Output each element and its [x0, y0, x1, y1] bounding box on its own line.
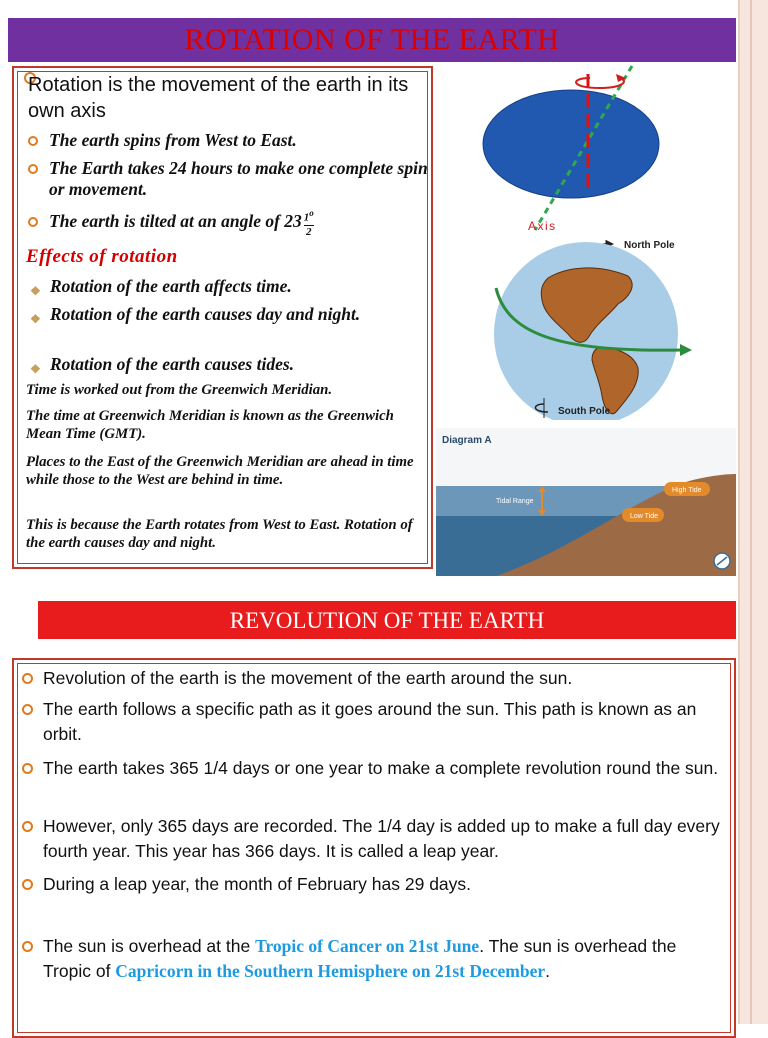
globe-figure — [488, 238, 698, 420]
rotation-paragraph: Time is worked out from the Greenwich Meridian. — [26, 382, 333, 398]
tilt-degree: o — [309, 208, 314, 218]
revolution-bullet — [22, 756, 722, 781]
revolution-bullet-text: During a leap year, the month of February has 29 days. — [43, 874, 472, 894]
revolution-title: REVOLUTION OF THE EARTH — [229, 608, 545, 633]
diamond-bullet-icon: ❖ — [30, 362, 41, 376]
circle-bullet-icon — [22, 941, 33, 952]
effect-text: Rotation of the earth causes day and night. — [50, 304, 361, 324]
decorative-side-strip — [738, 0, 768, 1024]
rotation-header — [8, 18, 736, 62]
revolution-bullet-text: The earth takes 365 1/4 days or one year to make a complete revolution round the sun. — [43, 758, 719, 778]
revolution-bullet-text: Revolution of the earth is the movement of the earth around the sun. — [43, 668, 573, 688]
effect-text: Rotation of the earth causes tides. — [50, 354, 295, 374]
effect-text: Rotation of the earth affects time. — [50, 276, 292, 296]
side-strip-line — [750, 0, 752, 1024]
revolution-bullet-text: However, only 365 days are recorded. The 1/4 day is added up to make a full day every fourth year. This year has 366 days. It is called a leap year. — [43, 816, 720, 861]
high-tide-label: High Tide — [672, 487, 702, 494]
sun-text-1: The sun is overhead at the — [43, 936, 256, 956]
south-pole-label: South Pole — [558, 406, 611, 417]
circle-bullet-icon — [22, 673, 33, 684]
diamond-bullet-icon: ❖ — [30, 284, 41, 298]
north-pole-label: North Pole — [624, 240, 675, 251]
rotation-paragraph: The time at Greenwich Meridian is known as the Greenwich Mean Time (GMT). — [26, 408, 394, 442]
rotation-bullet — [28, 158, 428, 200]
rotation-bullet-text: The earth spins from West to East. — [49, 130, 297, 150]
rotation-paragraph: This is because the Earth rotates from West to East. Rotation of the earth causes day and night. — [26, 517, 413, 551]
circle-bullet-icon — [28, 164, 38, 174]
rotation-bullet-text: The Earth takes 24 hours to make one complete spin or movement. — [49, 158, 428, 199]
earth-axis-figure — [470, 64, 690, 234]
circle-bullet-icon — [22, 704, 33, 715]
diagram-title: Diagram A — [442, 435, 492, 446]
tilt-fraction-denominator: 2 — [306, 225, 312, 238]
earth-ellipse — [483, 90, 659, 198]
tilt-fraction — [304, 208, 314, 238]
effect-item — [28, 276, 428, 297]
tilt-text: The earth is tilted at an angle of 23 — [49, 210, 302, 231]
effect-item — [28, 304, 428, 325]
revolution-header — [38, 601, 736, 639]
tilt-fraction-numerator: 1$^o$ — [303, 208, 314, 224]
equator-arrowhead-icon — [680, 344, 692, 356]
tropic-cancer-highlight: Tropic of Cancer on 21st June — [255, 936, 480, 956]
diamond-bullet-icon: ❖ — [30, 312, 41, 326]
revolution-bullet-sun — [22, 934, 722, 984]
tide-diagram — [436, 428, 736, 576]
revolution-bullet — [22, 666, 722, 691]
revolution-bullet-text: The earth follows a specific path as it goes around the sun. This path is known as an orbit. — [43, 699, 697, 744]
rotation-bullet-tilt — [28, 208, 428, 238]
rotation-arrow-icon — [576, 78, 624, 88]
rotation-bullet — [28, 130, 428, 151]
rotation-paragraph: Places to the East of the Greenwich Meridian are ahead in time while those to the West are behind in time. — [26, 454, 414, 488]
revolution-bullet — [22, 697, 722, 747]
circle-bullet-icon — [22, 763, 33, 774]
rotation-title: ROTATION OF THE EARTH — [184, 23, 560, 56]
tidal-range-label: Tidal Range — [496, 498, 534, 505]
circle-bullet-icon — [28, 136, 38, 146]
effects-heading: Effects of rotation — [26, 246, 178, 267]
circle-bullet-icon — [28, 217, 38, 227]
rotation-intro: Rotation is the movement of the earth in its own axis — [28, 74, 409, 122]
low-tide-label: Low Tide — [630, 513, 659, 520]
circle-bullet-icon — [22, 879, 33, 890]
effect-item — [28, 354, 428, 375]
axis-label: Axis — [528, 219, 557, 233]
tropic-capricorn-highlight: Capricorn in the Southern Hemisphere on 21st December — [115, 961, 546, 981]
sun-text-3: . — [545, 961, 551, 981]
revolution-bullet — [22, 872, 722, 897]
sun-text-2: . The sun is overhead the Tropic of — [43, 936, 677, 981]
revolution-bullet — [22, 814, 722, 864]
circle-bullet-icon — [22, 821, 33, 832]
